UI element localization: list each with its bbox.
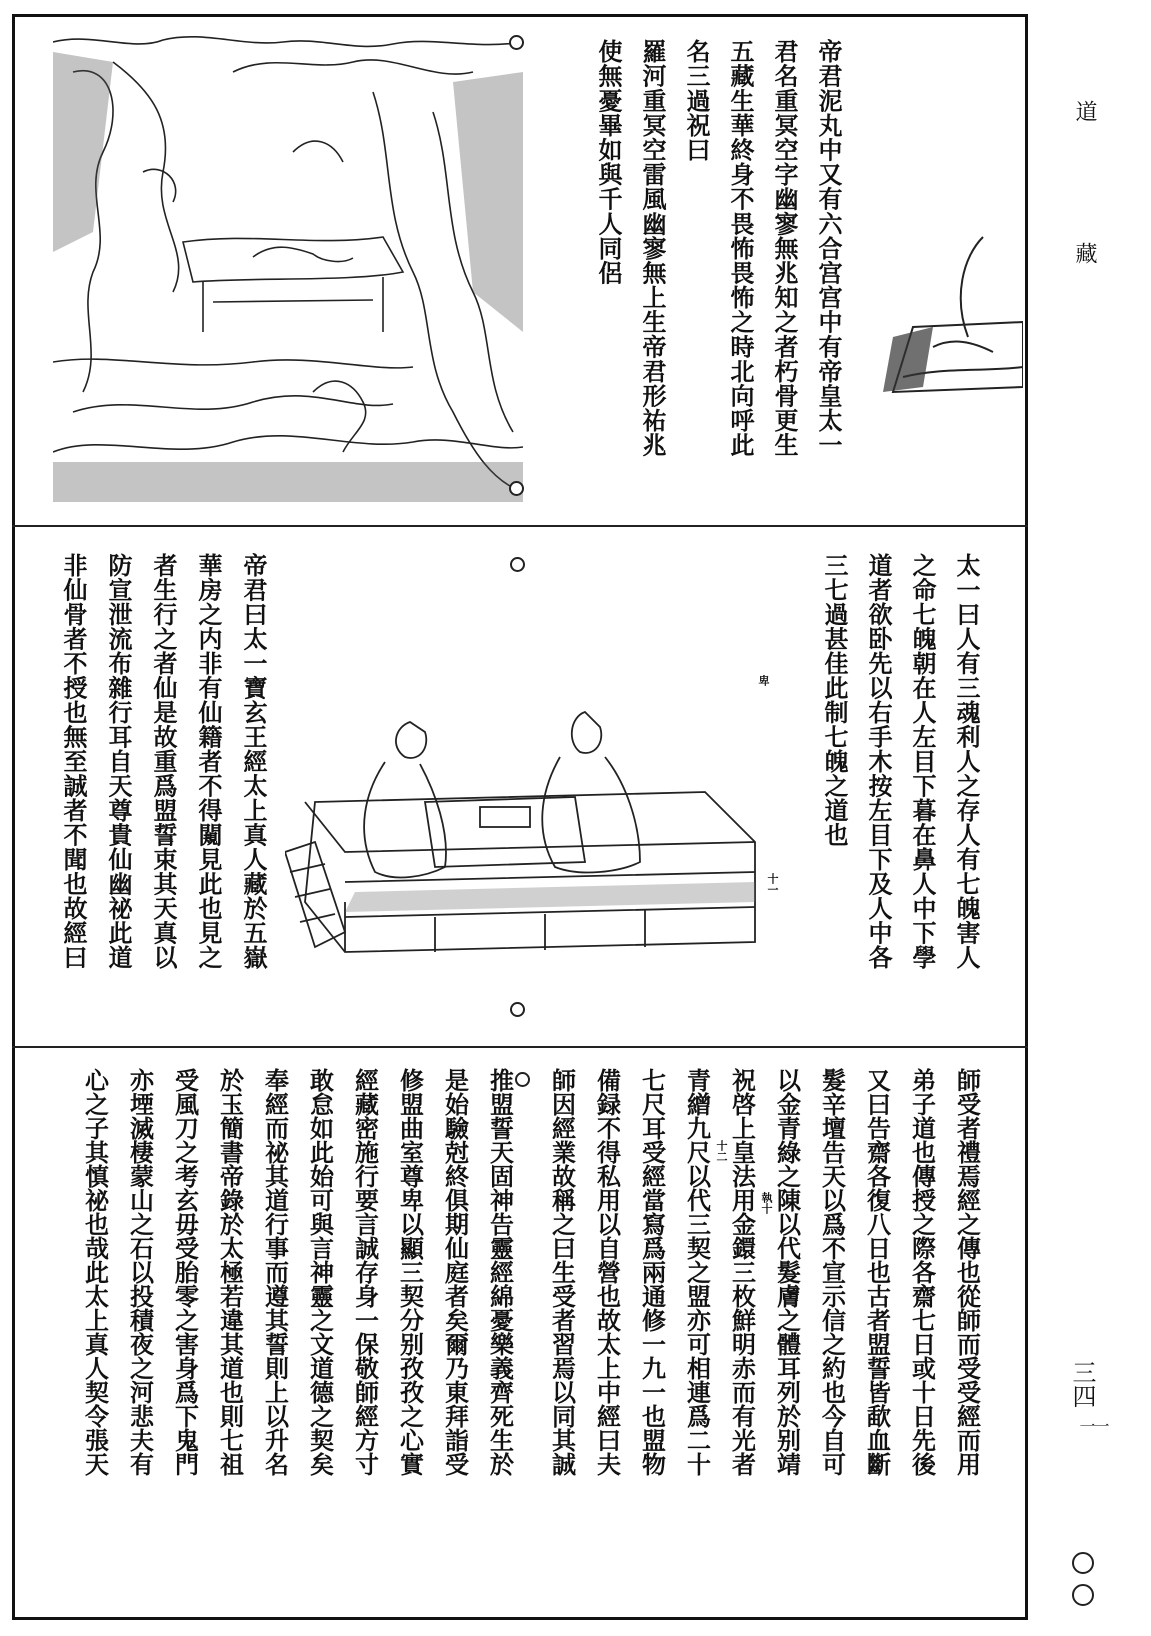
text-column: 使無憂畢如與千人同侶	[594, 39, 623, 285]
partial-figure-illustration	[873, 227, 1023, 407]
panel-top	[15, 17, 1025, 525]
two-sages-illustration	[285, 702, 775, 1002]
text-column: 君名重冥空字幽寥無兆知之者朽骨更生	[770, 39, 799, 458]
text-column: 青繒九尺以代三契之盟亦可相連爲二十	[682, 1068, 712, 1476]
margin-page-number: 三四	[1068, 1360, 1096, 1408]
text-column: 敢怠如此始可與言神靈之文道德之契矣	[305, 1068, 335, 1476]
text-column: 師受者禮焉經之傳也從師而受受經而用	[952, 1068, 982, 1476]
text-column: 七尺耳受經當寫爲兩通修一九一也盟物	[637, 1068, 667, 1476]
text-column: 三七過甚佳此制七魄之道也	[820, 553, 849, 847]
text-column: 弟子道也傳授之際各齋七日或十日先後	[907, 1068, 937, 1476]
margin-dash-2: 一	[1091, 1418, 1110, 1434]
panel-middle	[15, 527, 1025, 1046]
binding-hole-top-1	[509, 35, 524, 50]
text-column: 羅河重冥空雷風幽寥無上生帝君形祐兆	[638, 39, 667, 458]
text-column: 五藏生華終身不畏怖畏怖之時北向呼此	[726, 39, 755, 458]
text-column: 備録不得私用以自營也故太上中經曰夫	[592, 1068, 622, 1476]
text-column: 師因經業故稱之曰生受者習焉以同其誠	[547, 1068, 577, 1476]
text-column: 華房之内非有仙籍者不得闚見此也見之	[194, 553, 223, 970]
text-column: 受風刀之考玄毋受胎零之害身爲下鬼門	[170, 1068, 200, 1476]
text-column: 是始驗尅終俱期仙庭者矣爾乃東拜詣受	[440, 1068, 470, 1476]
text-column: 推盟誓天固神告靈經綿憂樂義齊死生於	[485, 1068, 515, 1476]
panel-bottom	[15, 1048, 1025, 1618]
margin-title-char-2: 藏	[1072, 242, 1097, 264]
inline-mark-2: 十二	[715, 1140, 728, 1162]
binding-hole-top-2	[509, 481, 524, 496]
figure-mark-bottom: 十一	[766, 873, 779, 895]
text-column: 經藏密施行要言誠存身一保敬師經方寸	[350, 1068, 380, 1476]
binding-hole-mid-1	[510, 557, 525, 572]
figure-mark-top: 卑	[757, 675, 770, 686]
text-column: 又曰告齋各復八日也古者盟誓皆歃血斷	[862, 1068, 892, 1476]
text-column: 髮辛壇告天以爲不宣示信之約也今自可	[817, 1068, 847, 1476]
landscape-illustration	[53, 32, 523, 502]
text-column: 亦堙滅棲蒙山之石以投積夜之河悲夫有	[125, 1068, 155, 1476]
text-column: 道者欲卧先以右手木按左目下及人中各	[864, 553, 893, 970]
inline-mark-1: 執十	[760, 1192, 773, 1214]
text-column: 修盟曲室尊卑以顯三契分别孜孜之心實	[395, 1068, 425, 1476]
text-column: 非仙骨者不授也無至誠者不聞也故經曰	[59, 553, 88, 970]
text-column: 防宣泄流布雜行耳自天尊貴仙幽祕此道	[104, 553, 133, 970]
text-column: 之命七魄朝在人左目下暮在鼻人中下學	[908, 553, 937, 970]
binding-hole-mid-2	[510, 1002, 525, 1017]
binding-hole-bottom	[515, 1072, 530, 1087]
text-column: 心之子其慎祕也哉此太上真人契令張天	[80, 1068, 110, 1476]
text-column: 奉經而祕其道行事而遵其誓則上以升名	[260, 1068, 290, 1476]
text-column: 名三過祝曰	[682, 39, 711, 162]
margin-dash-1: 一	[1077, 1418, 1096, 1434]
text-column: 祝啓上皇法用金鐶三枚鮮明赤而有光者	[727, 1068, 757, 1476]
text-column: 者生行之者仙是故重爲盟誓束其天真以	[149, 553, 178, 970]
text-column: 太一曰人有三魂利人之存人有七魄害人	[952, 553, 981, 970]
text-column: 於玉簡書帝錄於太極若違其道也則七祖	[215, 1068, 245, 1476]
text-column: 帝君曰太一寶玄王經太上真人藏於五嶽	[239, 553, 268, 970]
margin-circle-2	[1072, 1584, 1094, 1606]
text-column: 以金青綠之陳以代髮膚之體耳列於别靖	[772, 1068, 802, 1476]
margin-circle-1	[1072, 1552, 1094, 1574]
margin-title-char-1: 道	[1072, 100, 1097, 122]
text-column: 帝君泥丸中又有六合宫宫中有帝皇太一	[814, 39, 843, 458]
